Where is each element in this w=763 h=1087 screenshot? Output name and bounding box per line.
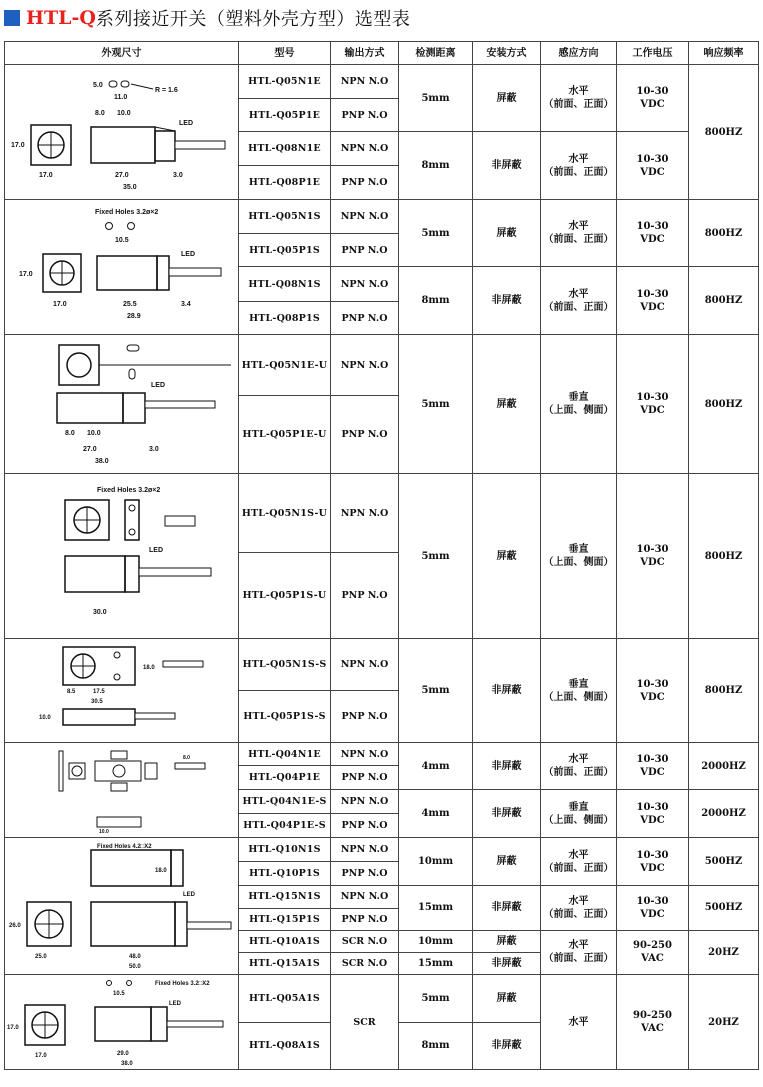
model-cell: HTL-Q05A1S <box>239 975 331 1023</box>
output-cell: PNP N.O <box>331 862 399 886</box>
led-label: LED <box>183 892 195 898</box>
dimension-drawing <box>5 65 239 200</box>
direction-text: 水平 <box>568 221 589 232</box>
mount-cell: 非屏蔽 <box>473 953 541 975</box>
frequency-cell: 500HZ <box>689 838 759 886</box>
dim-label: 10.0 <box>39 714 51 721</box>
frequency-cell: 20HZ <box>689 975 759 1070</box>
selection-table <box>4 41 759 1070</box>
dim-label: 28.9 <box>127 313 141 320</box>
dim-label: 17.0 <box>35 1053 47 1059</box>
distance-cell: 8mm <box>399 267 473 335</box>
col-header: 检测距离 <box>399 42 473 65</box>
title-brand: HTL-Q <box>26 7 96 29</box>
dim-label: 11.0 <box>114 94 128 101</box>
voltage-range: 10-30 <box>636 288 669 300</box>
model-cell: HTL-Q15A1S <box>239 953 331 975</box>
table-row <box>5 975 759 1023</box>
model-cell: HTL-Q05N1S <box>239 200 331 234</box>
voltage-range: 10-30 <box>636 801 669 813</box>
led-label: LED <box>179 120 193 127</box>
dim-label: 17.0 <box>19 271 33 278</box>
direction-text: 垂直 <box>568 801 589 813</box>
voltage-cell <box>617 975 689 1070</box>
frequency-cell: 800HZ <box>689 474 759 639</box>
model-cell: HTL-Q05N1E-U <box>239 335 331 396</box>
model-cell: HTL-Q15P1S <box>239 908 331 930</box>
model-cell: HTL-Q05P1S-U <box>239 553 331 639</box>
dimension-drawing <box>5 200 239 335</box>
voltage-cell <box>617 474 689 639</box>
distance-cell: 5mm <box>399 975 473 1023</box>
output-cell: NPN N.O <box>331 790 399 814</box>
direction-detail: （前面、正面） <box>543 99 614 110</box>
model-cell: HTL-Q08P1S <box>239 302 331 335</box>
distance-cell: 15mm <box>399 886 473 931</box>
title-square-icon <box>4 10 20 26</box>
distance-cell: 4mm <box>399 743 473 790</box>
model-cell: HTL-Q10P1S <box>239 862 331 886</box>
direction-cell <box>541 65 617 132</box>
dim-label: 29.0 <box>117 1051 129 1057</box>
direction-cell <box>541 335 617 474</box>
output-cell: PNP N.O <box>331 908 399 930</box>
dimension-drawing <box>5 639 239 743</box>
mount-cell: 非屏蔽 <box>473 743 541 790</box>
voltage-unit: VDC <box>640 767 665 778</box>
voltage-range: 10-30 <box>636 849 669 861</box>
direction-text: 水平 <box>568 849 589 861</box>
dimension-drawing <box>5 743 239 838</box>
dim-label: 38.0 <box>121 1061 133 1067</box>
model-cell: HTL-Q15N1S <box>239 886 331 909</box>
voltage-cell <box>617 838 689 886</box>
col-header: 安装方式 <box>473 42 541 65</box>
voltage-unit: VAC <box>641 953 664 965</box>
dim-label: 18.0 <box>143 664 155 671</box>
distance-cell: 15mm <box>399 953 473 975</box>
output-cell: PNP N.O <box>331 99 399 132</box>
voltage-range: 10-30 <box>636 678 669 690</box>
output-cell: NPN N.O <box>331 132 399 166</box>
direction-cell <box>541 474 617 639</box>
output-cell: NPN N.O <box>331 639 399 691</box>
voltage-unit: VDC <box>640 234 665 245</box>
mount-cell: 非屏蔽 <box>473 267 541 335</box>
col-header: 工作电压 <box>617 42 689 65</box>
direction-cell <box>541 132 617 200</box>
dim-label: 25.0 <box>35 954 47 960</box>
voltage-unit: VDC <box>640 99 665 110</box>
col-header: 型号 <box>239 42 331 65</box>
table-row <box>5 474 759 553</box>
direction-text: 垂直 <box>568 392 589 403</box>
frequency-cell: 2000HZ <box>689 790 759 838</box>
dim-label: 8.5 <box>67 688 76 695</box>
output-cell: SCR N.O <box>331 930 399 953</box>
frequency-cell: 20HZ <box>689 930 759 975</box>
dim-label: 27.0 <box>115 172 129 179</box>
frequency-cell: 800HZ <box>689 200 759 267</box>
table-row <box>5 200 759 234</box>
direction-text: 垂直 <box>568 544 589 555</box>
mount-cell: 非屏蔽 <box>473 639 541 743</box>
table-row <box>5 335 759 396</box>
voltage-range: 10-30 <box>636 544 669 555</box>
output-cell: NPN N.O <box>331 886 399 909</box>
model-cell: HTL-Q04N1E-S <box>239 790 331 814</box>
voltage-cell <box>617 267 689 335</box>
mount-cell: 非屏蔽 <box>473 886 541 931</box>
dim-label: 27.0 <box>83 446 97 453</box>
direction-detail: （前面、正面） <box>543 953 614 965</box>
voltage-range: 10-30 <box>636 221 669 232</box>
mount-cell: 屏蔽 <box>473 930 541 953</box>
col-header: 输出方式 <box>331 42 399 65</box>
mount-cell: 屏蔽 <box>473 65 541 132</box>
dim-label: 8.0 <box>95 110 105 117</box>
model-cell: HTL-Q08A1S <box>239 1022 331 1070</box>
direction-detail: （前面、正面） <box>543 166 614 178</box>
output-cell: SCR <box>331 975 399 1070</box>
output-cell: NPN N.O <box>331 267 399 302</box>
mount-cell: 屏蔽 <box>473 838 541 886</box>
output-cell: NPN N.O <box>331 743 399 766</box>
direction-cell <box>541 267 617 335</box>
dimension-drawing <box>5 474 239 639</box>
model-cell: HTL-Q10N1S <box>239 838 331 862</box>
distance-cell: 5mm <box>399 335 473 474</box>
dim-label: 17.0 <box>11 142 25 149</box>
distance-cell: 5mm <box>399 200 473 267</box>
frequency-cell: 800HZ <box>689 267 759 335</box>
direction-cell <box>541 200 617 267</box>
direction-text: 水平 <box>568 153 589 165</box>
voltage-cell <box>617 790 689 838</box>
model-cell: HTL-Q05N1S-S <box>239 639 331 691</box>
direction-detail: （前面、正面） <box>543 301 614 313</box>
direction-detail: （上面、侧面） <box>543 691 614 703</box>
dimension-drawing <box>5 335 239 474</box>
mount-cell: 屏蔽 <box>473 335 541 474</box>
voltage-cell <box>617 639 689 743</box>
dim-label: 10.0 <box>117 110 131 117</box>
direction-text: 水平 <box>568 754 589 765</box>
fixed-holes-label: Fixed Holes 3.2ø×2 <box>95 209 159 216</box>
direction-cell <box>541 743 617 790</box>
dim-label: 30.5 <box>91 698 103 705</box>
distance-cell: 8mm <box>399 1022 473 1070</box>
model-cell: HTL-Q04N1E <box>239 743 331 766</box>
frequency-cell: 800HZ <box>689 639 759 743</box>
voltage-range: 10-30 <box>636 86 669 97</box>
dim-label: R = 1.6 <box>155 87 178 94</box>
dim-label: 50.0 <box>129 964 141 970</box>
voltage-unit: VDC <box>640 862 665 874</box>
fixed-holes-label: Fixed Holes 3.2□X2 <box>155 981 210 987</box>
distance-cell: 10mm <box>399 930 473 953</box>
col-header: 响应频率 <box>689 42 759 65</box>
direction-detail: （前面、正面） <box>543 908 614 920</box>
voltage-range: 90-250 <box>633 940 672 952</box>
model-cell: HTL-Q08N1E <box>239 132 331 166</box>
frequency-cell: 800HZ <box>689 65 759 200</box>
output-cell: NPN N.O <box>331 335 399 396</box>
direction-cell <box>541 838 617 886</box>
dim-label: 26.0 <box>9 923 21 929</box>
direction-detail: （上面、侧面） <box>543 814 614 826</box>
voltage-unit: VDC <box>640 814 665 826</box>
distance-cell: 10mm <box>399 838 473 886</box>
output-cell: PNP N.O <box>331 766 399 790</box>
dim-label: 10.5 <box>113 991 125 997</box>
voltage-range: 10-30 <box>636 754 669 765</box>
dim-label: 38.0 <box>95 458 109 465</box>
direction-cell: 水平 <box>541 975 617 1070</box>
direction-detail: （前面、正面） <box>543 767 614 778</box>
distance-cell: 8mm <box>399 132 473 200</box>
output-cell: PNP N.O <box>331 396 399 474</box>
output-cell: SCR N.O <box>331 953 399 975</box>
direction-text: 水平 <box>568 288 589 300</box>
model-cell: HTL-Q04P1E <box>239 766 331 790</box>
distance-cell: 5mm <box>399 474 473 639</box>
dim-label: 10.0 <box>99 829 109 835</box>
model-cell: HTL-Q08P1E <box>239 166 331 200</box>
voltage-range: 10-30 <box>636 392 669 403</box>
output-cell: PNP N.O <box>331 814 399 838</box>
led-label: LED <box>149 547 163 554</box>
fixed-holes-label: Fixed Holes 3.2ø×2 <box>97 487 161 494</box>
output-cell: PNP N.O <box>331 691 399 743</box>
voltage-unit: VDC <box>640 166 665 178</box>
voltage-unit: VDC <box>640 908 665 920</box>
dim-label: 18.0 <box>155 868 167 874</box>
dim-label: 10.0 <box>87 430 101 437</box>
voltage-range: 10-30 <box>636 153 669 165</box>
dim-label: 3.0 <box>173 172 183 179</box>
direction-text: 水平 <box>568 940 589 952</box>
voltage-cell <box>617 65 689 132</box>
direction-text: 垂直 <box>568 678 589 690</box>
col-header: 感应方向 <box>541 42 617 65</box>
distance-cell: 4mm <box>399 790 473 838</box>
output-cell: NPN N.O <box>331 200 399 234</box>
table-row <box>5 639 759 691</box>
led-label: LED <box>181 251 195 258</box>
voltage-unit: VDC <box>640 301 665 313</box>
direction-detail: （前面、正面） <box>543 234 614 245</box>
table-row <box>5 743 759 766</box>
voltage-unit: VAC <box>641 1023 664 1034</box>
dimension-drawing <box>5 838 239 975</box>
model-cell: HTL-Q08N1S <box>239 267 331 302</box>
page-title <box>4 6 410 30</box>
model-cell: HTL-Q05P1S <box>239 234 331 267</box>
direction-detail: （上面、侧面） <box>543 405 614 416</box>
voltage-cell <box>617 886 689 931</box>
model-cell: HTL-Q05P1S-S <box>239 691 331 743</box>
model-cell: HTL-Q05P1E <box>239 99 331 132</box>
table-row <box>5 65 759 99</box>
mount-cell: 非屏蔽 <box>473 1022 541 1070</box>
distance-cell: 5mm <box>399 65 473 132</box>
frequency-cell: 800HZ <box>689 335 759 474</box>
dim-label: 17.0 <box>39 172 53 179</box>
output-cell: PNP N.O <box>331 166 399 200</box>
voltage-unit: VDC <box>640 691 665 703</box>
voltage-cell <box>617 132 689 200</box>
direction-text: 水平 <box>568 86 589 97</box>
voltage-cell <box>617 335 689 474</box>
dim-label: 3.4 <box>181 301 191 308</box>
mount-cell: 屏蔽 <box>473 975 541 1023</box>
voltage-unit: VDC <box>640 557 665 568</box>
dim-label: 17.0 <box>7 1025 19 1031</box>
dim-label: 5.0 <box>93 82 103 89</box>
dim-label: 3.0 <box>149 446 159 453</box>
direction-cell <box>541 886 617 931</box>
table-row <box>5 838 759 862</box>
direction-text: 水平 <box>568 895 589 907</box>
col-header: 外观尺寸 <box>5 42 239 65</box>
dim-label: 48.0 <box>129 954 141 960</box>
direction-detail: （前面、正面） <box>543 862 614 874</box>
dim-label: 25.5 <box>123 301 137 308</box>
dim-label: 8.0 <box>183 755 190 761</box>
frequency-cell: 2000HZ <box>689 743 759 790</box>
model-cell: HTL-Q05P1E-U <box>239 396 331 474</box>
output-cell: PNP N.O <box>331 553 399 639</box>
direction-cell <box>541 790 617 838</box>
voltage-cell <box>617 930 689 975</box>
dim-label: 35.0 <box>123 184 137 191</box>
direction-detail: （上面、侧面） <box>543 557 614 568</box>
voltage-cell <box>617 200 689 267</box>
output-cell: NPN N.O <box>331 65 399 99</box>
dim-label: 10.5 <box>115 237 129 244</box>
voltage-range: 90-250 <box>633 1010 672 1021</box>
voltage-range: 10-30 <box>636 895 669 907</box>
output-cell: NPN N.O <box>331 474 399 553</box>
model-cell: HTL-Q10A1S <box>239 930 331 953</box>
fixed-holes-label: Fixed Holes 4.2□X2 <box>97 844 152 850</box>
direction-cell <box>541 639 617 743</box>
dim-label: 17.5 <box>93 688 105 695</box>
dim-label: 8.0 <box>65 430 75 437</box>
voltage-unit: VDC <box>640 405 665 416</box>
output-cell: NPN N.O <box>331 838 399 862</box>
output-cell: PNP N.O <box>331 234 399 267</box>
direction-cell <box>541 930 617 975</box>
model-cell: HTL-Q04P1E-S <box>239 814 331 838</box>
table-header-row <box>5 42 759 65</box>
mount-cell: 屏蔽 <box>473 474 541 639</box>
dim-label: 17.0 <box>53 301 67 308</box>
model-cell: HTL-Q05N1S-U <box>239 474 331 553</box>
mount-cell: 非屏蔽 <box>473 790 541 838</box>
led-label: LED <box>169 1001 181 1007</box>
dim-label: 30.0 <box>93 609 107 616</box>
mount-cell: 非屏蔽 <box>473 132 541 200</box>
led-label: LED <box>151 382 165 389</box>
frequency-cell: 500HZ <box>689 886 759 931</box>
model-cell: HTL-Q05N1E <box>239 65 331 99</box>
distance-cell: 5mm <box>399 639 473 743</box>
title-text: 系列接近开关（塑料外壳方型）选型表 <box>95 9 411 30</box>
voltage-cell <box>617 743 689 790</box>
mount-cell: 屏蔽 <box>473 200 541 267</box>
dimension-drawing <box>5 975 239 1070</box>
output-cell: PNP N.O <box>331 302 399 335</box>
